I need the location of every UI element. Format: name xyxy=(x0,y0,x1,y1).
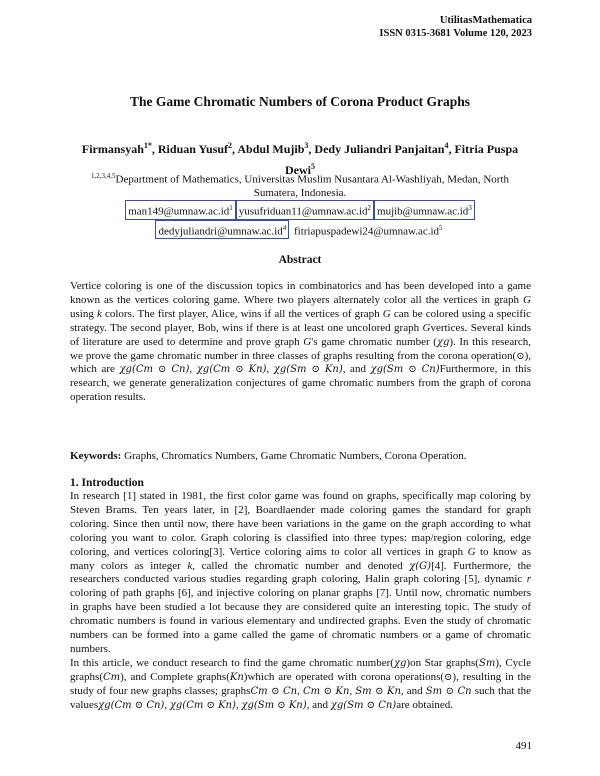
keywords-text: Graphs, Chromatics Numbers, Game Chromatic Numbers, Corona Operation. xyxy=(121,450,467,462)
author-3-sup: 3 xyxy=(304,141,309,150)
journal-name: UtilitasMathematica xyxy=(439,15,532,26)
keywords-label: Keywords: xyxy=(70,450,122,462)
email-link-2[interactable]: $yusufriduan11@umnaw.ac.id^2$ xyxy=(236,200,374,220)
author-3: , Abdul Mujib xyxy=(232,142,305,156)
affiliation xyxy=(90,170,510,200)
keywords xyxy=(70,450,531,462)
author-2: , Riduan Yusuf xyxy=(151,142,229,156)
abstract-body: Vertice coloring is one of the discussion topics in combinatorics and has been developed into a game known as the vertices coloring game. Where two players alternately color all the vertices in graph G using k colors. The first player, Alice, wins if all the vertices of graph G can be colored using a specific strategy. The second player, Bob, wins if there is at least one uncolored graph Gvertices. Several kinds of literature are used to determine and prove graph G's game chromatic number (χg). In this research, we prove the game chromatic number in three classes of graphs resulting from the corona operation(⊙), which are χg(Cm ⊙ Cn), χg(Cm ⊙ Kn), χg(Sm ⊙ Kn), and χg(Sm ⊙ Cn)Furthermore, in this research, we generate generalization conjectures of game chromatic numbers from the graph of corona operation results. xyxy=(70,280,532,404)
section-heading-introduction: 1. Introduction xyxy=(70,477,144,489)
intro-paragraph-2: In this article, we conduct research to find the game chromatic number(χg)on Star graphs(Sm), Cycle graphs(Cm), and Complete graphs(Kn)which are operated with corona operations(⊙), resulting in the study of four new graphs classes; graphsCm ⊙ Cn, Cm ⊙ Kn, Sm ⊙ Kn, and Sm ⊙ Cn such that the valuesχg(Cm ⊙ Cn), χg(Cm ⊙ Kn), χg(Sm ⊙ Kn), and χg(Sm ⊙ Cn)are obtained. xyxy=(70,656,532,711)
abstract-heading: Abstract xyxy=(278,254,322,266)
issn-volume: ISSN 0315-3681 Volume 120, 2023 xyxy=(379,28,532,39)
journal-header xyxy=(379,14,532,40)
email-link-1[interactable]: $man149@umnaw.ac.id^1$ xyxy=(125,200,236,220)
email-link-3[interactable]: $mujib@umnaw.ac.id^3$ xyxy=(374,200,475,220)
introduction-body xyxy=(70,490,531,713)
email-list xyxy=(70,200,530,239)
author-5-sup: 5 xyxy=(311,162,315,171)
math-odot: ⊙ xyxy=(516,350,525,362)
affiliation-sup: 1,2,3,4,5 xyxy=(91,172,116,180)
email-text-5: $fitriapuspadewi24@umnaw.ac.id^5$ xyxy=(293,223,443,238)
email-link-4[interactable]: $dedyjuliandri@umnaw.ac.id^4$ xyxy=(155,220,289,240)
page-number: 491 xyxy=(515,740,532,752)
math-chi-g: χg xyxy=(436,336,450,348)
affiliation-text: Department of Mathematics, Universitas Muslim Nusantara Al-Washliyah, Medan, North Sumatera, Indonesia. xyxy=(115,173,509,199)
author-2-sup: 2 xyxy=(228,141,233,150)
author-1-sup: 1* xyxy=(143,141,152,150)
author-4: , Dedy Juliandri Panjaitan xyxy=(308,142,445,156)
math-G: G xyxy=(523,293,531,306)
intro-paragraph-1: In research [1] stated in 1981, the first color game was found on graphs, specifically map coloring by Steven Brams. Ten years later, in [2], Boardlaender made coloring games the standard for graph coloring. Since then until now, there have been variations in the game on the graph according to what coloring you want to color. Graph coloring is classified into three types: map/region coloring, edge coloring, and vertices coloring[3]. Vertice coloring aims to color all vertices in graph G to know as many colors as integer k, called the chromatic number and denoted χ(G)[4]. Furthermore, the researchers conducted various studies regarding graph coloring, Halin graph coloring [5], dynamic r coloring of path graphs [6], and injective coloring on planar graphs [7]. Until now, chromatic numbers in graphs have been studied a lot because they are considered quite an interesting topic. The study of chromatic numbers is found in various elementary and undirected graphs. Even the study of chromatic numbers can be formed into a game called the game of chromatic numbers or a game of chromatic numbers. xyxy=(70,490,532,655)
author-1: Firmansyah xyxy=(81,142,144,156)
author-5: , Fitria Puspa Dewi xyxy=(285,142,519,177)
math-k: k xyxy=(96,307,102,320)
paper-title: The Game Chromatic Numbers of Corona Product Graphs xyxy=(129,94,471,109)
author-4-sup: 4 xyxy=(444,141,449,150)
